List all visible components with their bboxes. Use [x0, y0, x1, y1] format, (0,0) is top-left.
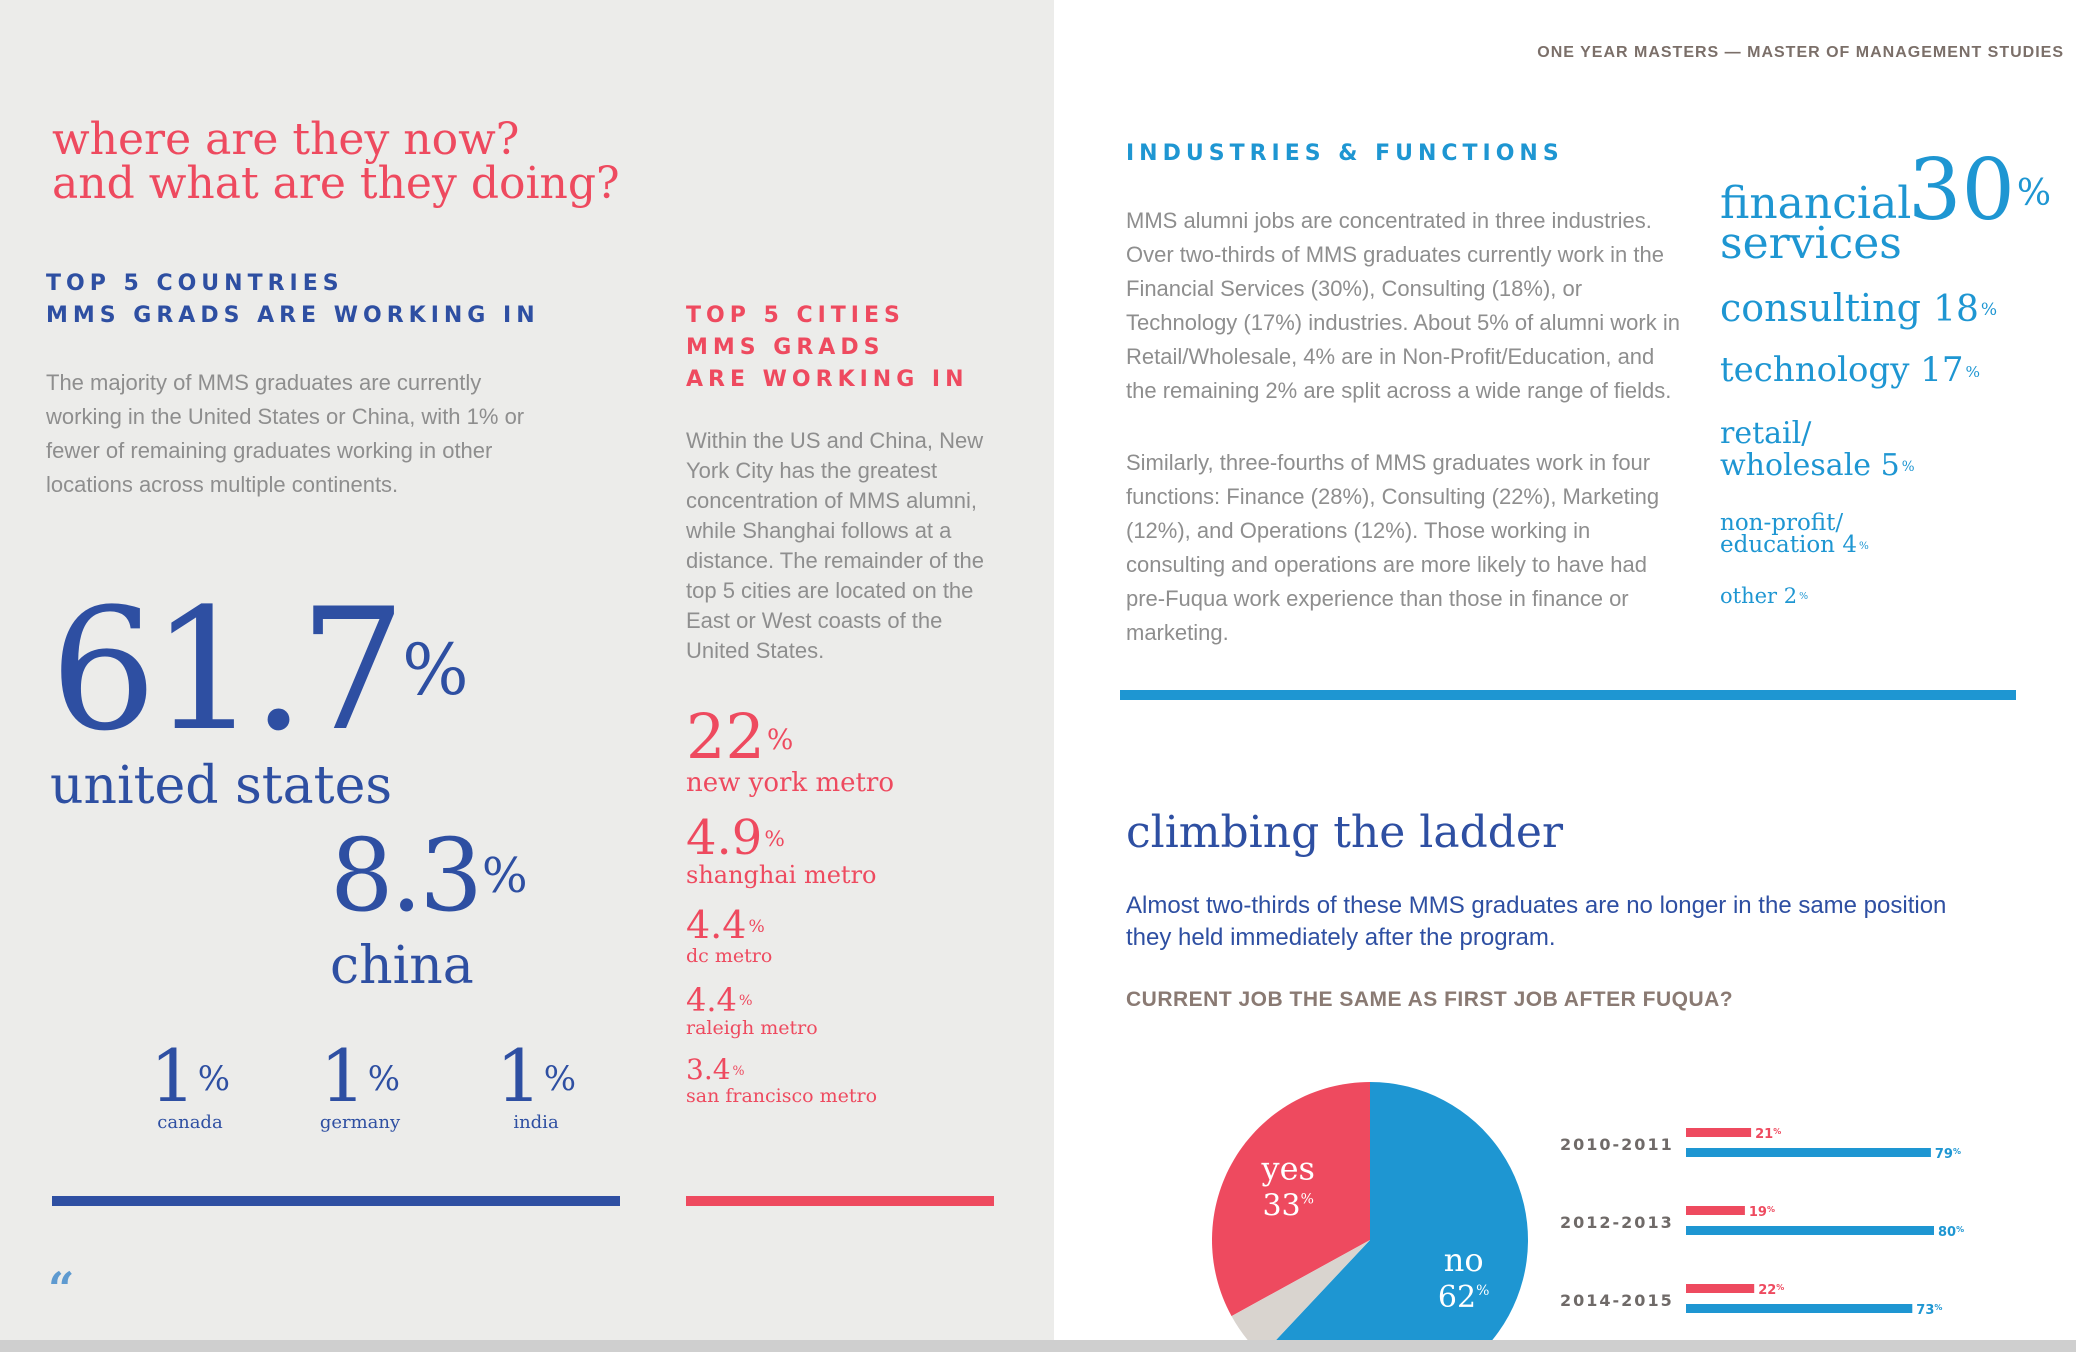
bar-category-label: 2010-2011	[1560, 1135, 1674, 1154]
china-value: 8.3	[330, 817, 481, 934]
industry-label: technology	[1720, 350, 1910, 390]
countries-rule	[52, 1196, 620, 1206]
city-value: 4.4	[686, 981, 737, 1019]
bar-no	[1686, 1304, 1912, 1313]
industry-value: 18	[1933, 289, 1979, 330]
bar-value-label: 79%	[1934, 1147, 1962, 1162]
us-pct: %	[402, 629, 469, 711]
pct-sign: %	[766, 722, 794, 756]
city-label: dc metro	[686, 945, 773, 967]
pct-sign: %	[764, 827, 785, 853]
countries-heading-line-2: MMS GRADS ARE WORKING IN	[46, 303, 540, 328]
city-value: 3.4	[686, 1053, 731, 1086]
pct-sign: %	[1799, 590, 1809, 602]
pct-sign: %	[1980, 299, 1998, 320]
industry-stat-consulting	[1720, 286, 1997, 332]
bar-value-label: 22%	[1758, 1283, 1785, 1298]
industry-label: other	[1720, 584, 1778, 608]
pct-sign: %	[732, 1063, 745, 1079]
industry-label-2: education	[1720, 532, 1835, 558]
industry-value: 30	[1908, 141, 2015, 239]
industries-heading: INDUSTRIES & FUNCTIONS	[1126, 141, 1564, 166]
chart-title: CURRENT JOB THE SAME AS FIRST JOB AFTER FUQUA?	[1126, 988, 1734, 1011]
city-stat-4	[686, 981, 818, 1040]
ladder-body: Almost two-thirds of these MMS graduates are no longer in the same position they held immediately after the program.	[1126, 892, 1947, 951]
industry-stat-nonprofit	[1720, 512, 1869, 556]
small-country-value: 1	[149, 1034, 196, 1118]
headline-line-2: and what are they doing?	[52, 158, 620, 209]
industry-label: non-profit/	[1720, 510, 1844, 536]
pct-sign: %	[197, 1059, 231, 1100]
city-stat-5	[686, 1053, 878, 1108]
cities-rule	[686, 1196, 994, 1206]
industry-label: consulting	[1720, 286, 1921, 330]
pct-sign: %	[1965, 362, 1981, 381]
industries-rule	[1120, 690, 2016, 700]
bar-value-label: 19%	[1748, 1205, 1776, 1220]
industry-value: 17	[1920, 350, 1964, 390]
headline	[52, 114, 620, 209]
us-label: united states	[50, 756, 393, 816]
city-value: 22	[686, 700, 765, 773]
bar-no	[1686, 1226, 1934, 1235]
city-stat-3	[686, 903, 773, 968]
cities-heading-line-3: ARE WORKING IN	[686, 367, 969, 392]
pie-value-yes: 33%	[1262, 1188, 1314, 1224]
pct-sign: %	[748, 916, 765, 937]
bar-value-label: 21%	[1755, 1127, 1782, 1142]
pct-sign: %	[738, 993, 753, 1010]
pct-sign: %	[1901, 459, 1915, 476]
cities-body: Within the US and China, New York City has the greatest concentration of MMS alumni, while Shanghai follows at a distance. The remainder of the top 5 cities are located on the East or West coasts of the United States.	[686, 428, 984, 663]
pie-label-no: no	[1443, 1241, 1484, 1280]
industry-stat-technology	[1720, 350, 1980, 390]
status-bar	[0, 1340, 2076, 1352]
industries-para-2: Similarly, three-fourths of MMS graduates work in four functions: Finance (28%), Consulting (22%), Marketing (12%), and Operations (12%). Those working in consulting and operations are more likely to have had pre-Fuqua work experience than those in finance or marketing.	[1126, 450, 1660, 645]
industry-value: 5	[1880, 448, 1900, 483]
cities-heading-line-2: MMS GRADS	[686, 335, 885, 360]
small-country-label: germany	[319, 1112, 401, 1133]
small-country-3	[486, 1034, 586, 1133]
city-value: 4.4	[686, 903, 747, 947]
bar-category-label: 2012-2013	[1560, 1213, 1674, 1232]
countries-heading-line-1: TOP 5 COUNTRIES	[46, 271, 344, 296]
small-country-label: india	[513, 1112, 559, 1133]
industry-label: retail/	[1720, 416, 1812, 451]
small-country-1	[140, 1034, 240, 1133]
china-pct: %	[482, 848, 528, 904]
industry-label-2: services	[1720, 218, 1902, 269]
city-label: raleigh metro	[686, 1017, 818, 1039]
pie-value-no: 62%	[1437, 1280, 1490, 1316]
bar-no	[1686, 1148, 1931, 1157]
us-value: 61.7	[50, 572, 401, 768]
china-label: china	[330, 936, 474, 996]
city-label: new york metro	[686, 768, 895, 798]
bar-value-label: 73%	[1916, 1303, 1943, 1318]
cities-heading-line-1: TOP 5 CITIES	[686, 303, 905, 328]
bar-category-label: 2014-2015	[1560, 1291, 1674, 1310]
running-title: ONE YEAR MASTERS — MASTER OF MANAGEMENT STUDIES	[1537, 44, 2064, 61]
industry-value: 4	[1842, 532, 1857, 558]
industry-stat-other	[1720, 584, 1808, 608]
small-country-value: 1	[495, 1034, 542, 1118]
pct-sign: %	[367, 1059, 401, 1100]
ladder-title: climbing the ladder	[1126, 807, 1563, 858]
small-country-value: 1	[319, 1034, 366, 1118]
industry-stat-retail	[1720, 418, 1915, 482]
pct-sign: %	[543, 1059, 577, 1100]
us-stat	[50, 572, 469, 768]
pct-sign: %	[1858, 540, 1869, 553]
bar-chart	[1560, 1090, 2060, 1340]
bar-yes	[1686, 1206, 1745, 1215]
city-label: san francisco metro	[686, 1085, 878, 1107]
city-value: 4.9	[686, 810, 763, 866]
headline-line-1: where are they now?	[52, 114, 520, 165]
city-label: shanghai metro	[686, 861, 877, 889]
city-stat-2	[686, 810, 877, 889]
pie-chart	[1200, 1070, 1540, 1340]
bar-yes	[1686, 1128, 1751, 1137]
industry-label: financial	[1720, 178, 1912, 229]
small-country-label: canada	[157, 1112, 223, 1133]
industry-value-financial	[1908, 141, 2052, 239]
industries-para-1: MMS alumni jobs are concentrated in three industries. Over two-thirds of MMS graduates currently work in the Financial Services (30%), Consulting (18%), or Technology (17%) industries. About 5% of alumni work in Retail/Wholesale, 4% are in Non-Profit/Education, and the remaining 2% are split across a wide range of fields.	[1126, 208, 1680, 403]
countries-heading	[46, 268, 540, 332]
bar-value-label: 80%	[1938, 1225, 1965, 1240]
bar-yes	[1686, 1284, 1754, 1293]
small-country-2	[310, 1034, 410, 1133]
countries-body: The majority of MMS graduates are currently working in the United States or China, with 1% or fewer of remaining graduates working in other locations across multiple continents.	[46, 370, 525, 497]
pie-label-yes: yes	[1261, 1149, 1315, 1188]
industry-stat-financial	[1720, 178, 1912, 269]
china-stat	[330, 817, 528, 934]
quote-mark: “	[48, 1262, 75, 1316]
cities-heading	[686, 300, 969, 396]
pct-sign: %	[2016, 172, 2052, 214]
city-stat-1	[686, 700, 895, 798]
industry-value: 2	[1783, 584, 1798, 608]
industry-label-2: wholesale	[1720, 448, 1872, 483]
